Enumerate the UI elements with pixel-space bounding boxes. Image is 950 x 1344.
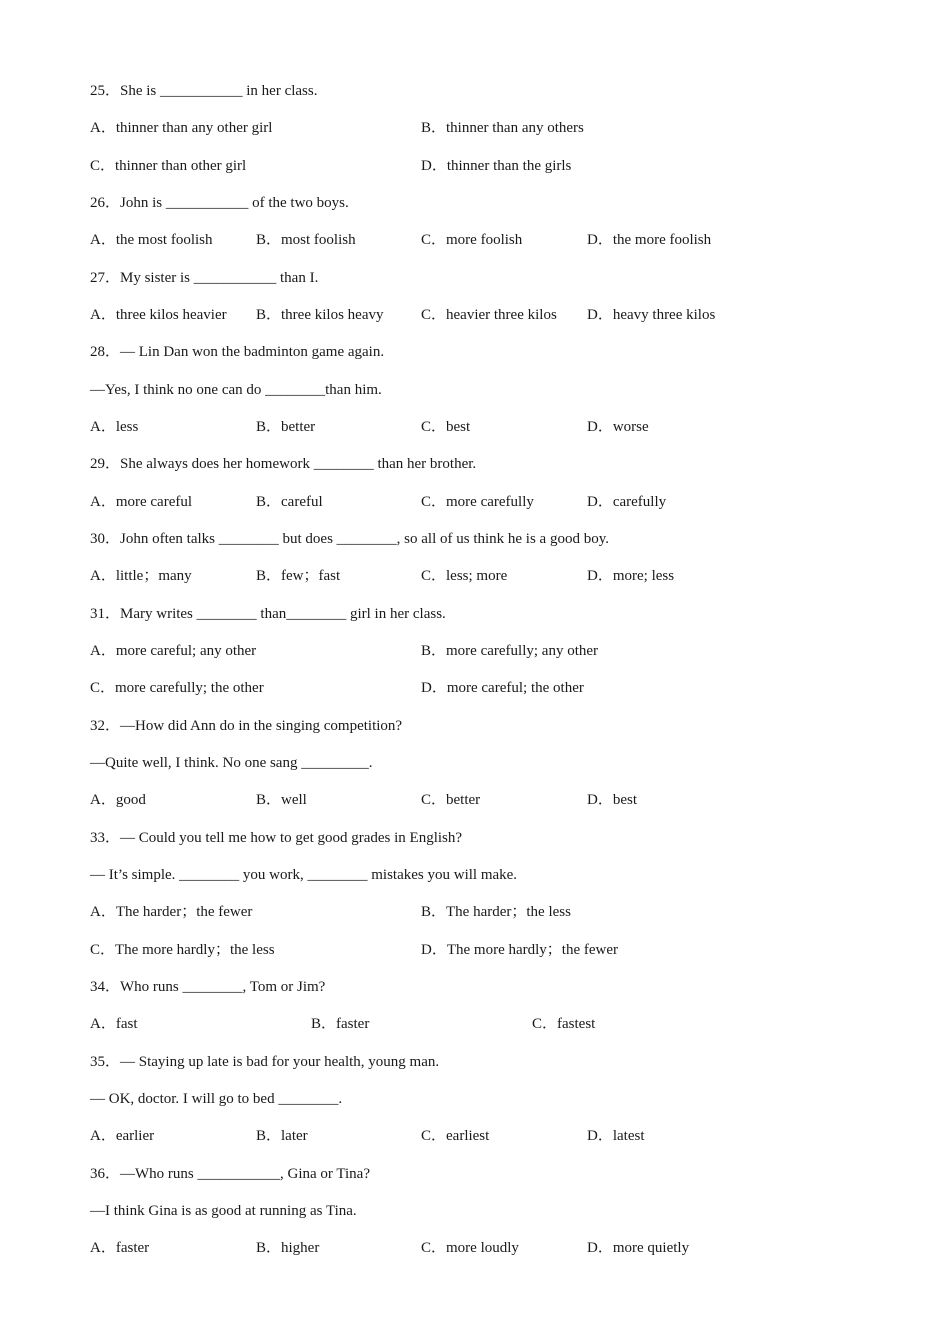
option-25-c[interactable]: C．thinner than other girl bbox=[90, 158, 247, 174]
option-25-d[interactable]: D．thinner than the girls bbox=[421, 158, 572, 174]
option-26-d[interactable]: D．the more foolish bbox=[587, 232, 712, 248]
option-32-d[interactable]: D．best bbox=[587, 792, 637, 808]
option-30-b[interactable]: B．few；fast bbox=[256, 568, 341, 584]
option-35-c[interactable]: C．earliest bbox=[421, 1128, 490, 1144]
option-36-b[interactable]: B．higher bbox=[256, 1240, 320, 1256]
question-28-reply: —Yes, I think no one can do ________than him. bbox=[90, 382, 382, 398]
option-27-b[interactable]: B．three kilos heavy bbox=[256, 307, 384, 323]
question-33: 33．— Could you tell me how to get good grades in English? bbox=[90, 830, 463, 846]
question-26: 26．John is ___________ of the two boys. bbox=[90, 195, 349, 211]
option-35-a[interactable]: A．earlier bbox=[90, 1128, 155, 1144]
option-27-d[interactable]: D．heavy three kilos bbox=[587, 307, 716, 323]
option-36-d[interactable]: D．more quietly bbox=[587, 1240, 690, 1256]
option-33-a[interactable]: A．The harder；the fewer bbox=[90, 904, 253, 920]
option-29-a[interactable]: A．more careful bbox=[90, 494, 193, 510]
option-34-c[interactable]: C．fastest bbox=[532, 1016, 596, 1032]
option-29-d[interactable]: D．carefully bbox=[587, 494, 667, 510]
question-27: 27．My sister is ___________ than I. bbox=[90, 270, 319, 286]
option-27-c[interactable]: C．heavier three kilos bbox=[421, 307, 557, 323]
question-28: 28．— Lin Dan won the badminton game again. bbox=[90, 344, 385, 360]
option-26-b[interactable]: B．most foolish bbox=[256, 232, 356, 248]
option-34-b[interactable]: B．faster bbox=[311, 1016, 370, 1032]
option-35-b[interactable]: B．later bbox=[256, 1128, 308, 1144]
option-30-a[interactable]: A．little；many bbox=[90, 568, 192, 584]
option-34-a[interactable]: A．fast bbox=[90, 1016, 138, 1032]
question-32-reply: —Quite well, I think. No one sang _________. bbox=[90, 755, 373, 771]
option-29-b[interactable]: B．careful bbox=[256, 494, 323, 510]
option-31-d[interactable]: D．more careful; the other bbox=[421, 680, 584, 696]
option-32-a[interactable]: A．good bbox=[90, 792, 146, 808]
option-31-a[interactable]: A．more careful; any other bbox=[90, 643, 257, 659]
option-27-a[interactable]: A．three kilos heavier bbox=[90, 307, 227, 323]
question-30: 30．John often talks ________ but does ________, so all of us think he is a good boy. bbox=[90, 531, 609, 547]
option-28-a[interactable]: A．less bbox=[90, 419, 139, 435]
question-36-reply: —I think Gina is as good at running as Tina. bbox=[90, 1203, 357, 1219]
option-26-c[interactable]: C．more foolish bbox=[421, 232, 523, 248]
option-25-b[interactable]: B．thinner than any others bbox=[421, 120, 584, 136]
question-33-reply: — It’s simple. ________ you work, ________ mistakes you will make. bbox=[90, 867, 518, 883]
option-31-c[interactable]: C．more carefully; the other bbox=[90, 680, 264, 696]
option-28-c[interactable]: C．best bbox=[421, 419, 471, 435]
option-36-a[interactable]: A．faster bbox=[90, 1240, 150, 1256]
option-28-b[interactable]: B．better bbox=[256, 419, 316, 435]
question-35-reply: — OK, doctor. I will go to bed ________. bbox=[90, 1091, 343, 1107]
option-33-c[interactable]: C．The more hardly；the less bbox=[90, 942, 275, 958]
option-28-d[interactable]: D．worse bbox=[587, 419, 649, 435]
option-31-b[interactable]: B．more carefully; any other bbox=[421, 643, 599, 659]
question-32: 32．—How did Ann do in the singing competition? bbox=[90, 718, 403, 734]
option-33-b[interactable]: B．The harder；the less bbox=[421, 904, 571, 920]
question-34: 34．Who runs ________, Tom or Jim? bbox=[90, 979, 326, 995]
option-25-a[interactable]: A．thinner than any other girl bbox=[90, 120, 273, 136]
option-30-d[interactable]: D．more; less bbox=[587, 568, 675, 584]
option-32-b[interactable]: B．well bbox=[256, 792, 307, 808]
option-30-c[interactable]: C．less; more bbox=[421, 568, 508, 584]
option-26-a[interactable]: A．the most foolish bbox=[90, 232, 213, 248]
question-35: 35．— Staying up late is bad for your health, young man. bbox=[90, 1054, 440, 1070]
question-36: 36．—Who runs ___________, Gina or Tina? bbox=[90, 1166, 370, 1182]
question-31: 31．Mary writes ________ than________ girl in her class. bbox=[90, 606, 446, 622]
option-29-c[interactable]: C．more carefully bbox=[421, 494, 534, 510]
option-35-d[interactable]: D．latest bbox=[587, 1128, 645, 1144]
option-36-c[interactable]: C．more loudly bbox=[421, 1240, 519, 1256]
question-25: 25．She is ___________ in her class. bbox=[90, 83, 318, 99]
option-32-c[interactable]: C．better bbox=[421, 792, 481, 808]
option-33-d[interactable]: D．The more hardly；the fewer bbox=[421, 942, 619, 958]
question-29: 29．She always does her homework ________ than her brother. bbox=[90, 456, 477, 472]
